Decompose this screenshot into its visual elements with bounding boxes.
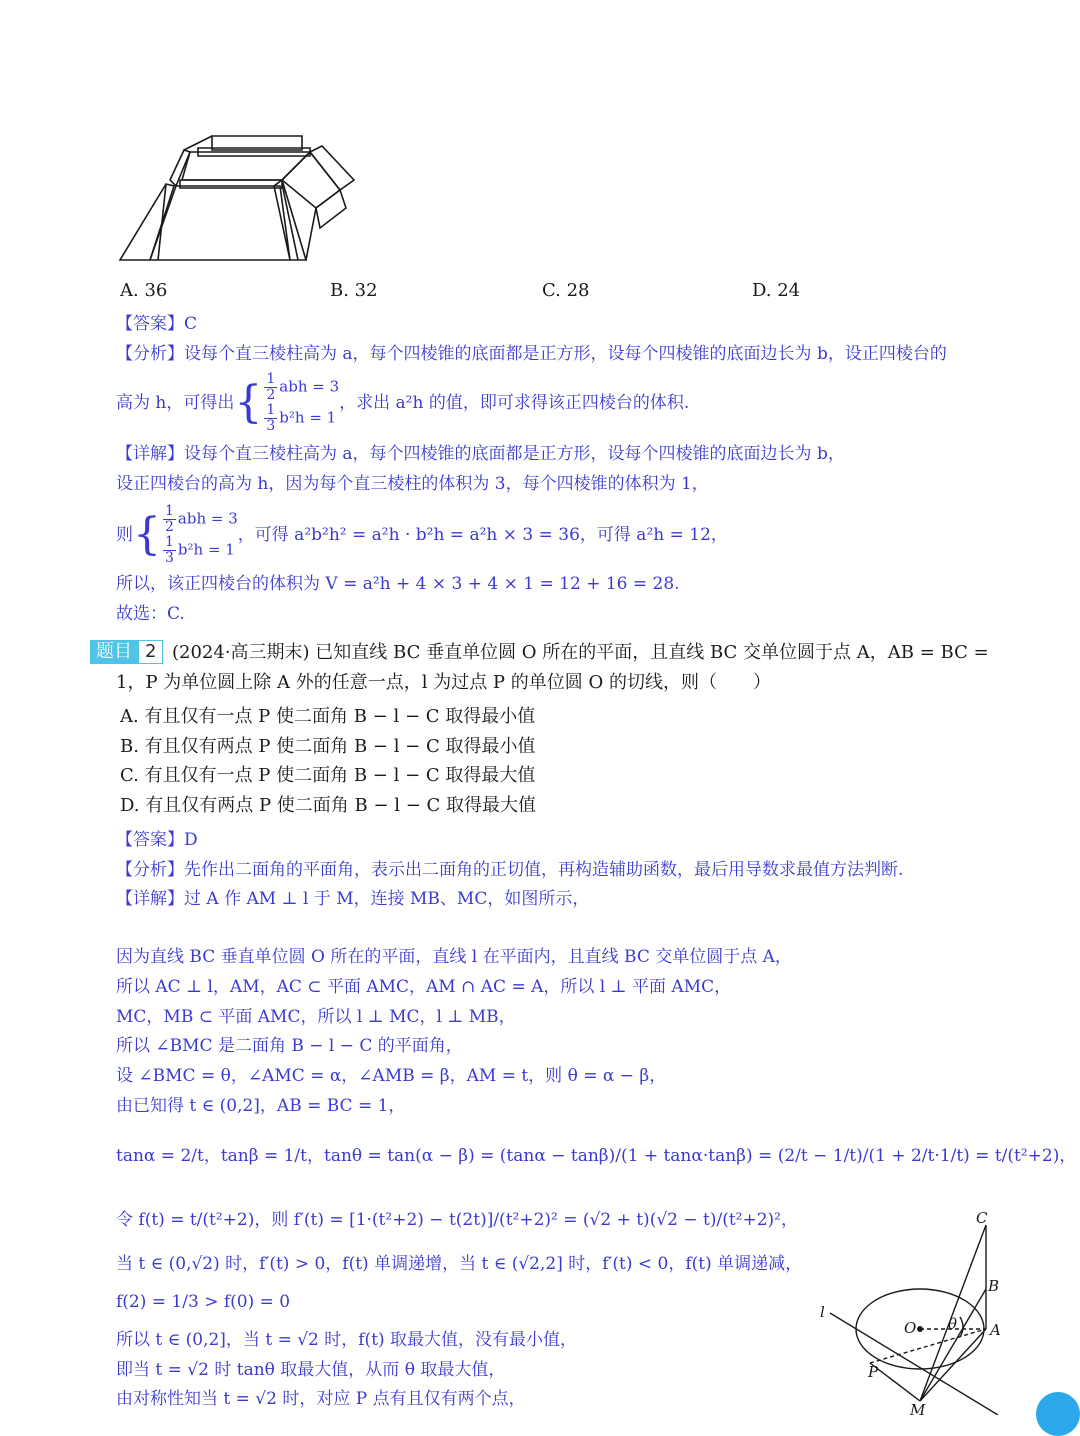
q2-detail-line2: 因为直线 BC 垂直单位圆 O 所在的平面，直线 l 在平面内，且直线 BC 交单位圆于点 A， bbox=[116, 947, 792, 967]
q1-analysis-line1: 【分析】设每个直三棱柱高为 a，每个四棱锥的底面都是正方形，设每个四棱锥的底面边长为 b，设正四棱台的 bbox=[116, 344, 947, 364]
label-theta: θ bbox=[948, 1315, 958, 1333]
q1-answer: 【答案】C bbox=[116, 314, 198, 334]
q2-f2-line: f(2) = 1/3 > f(0) = 0 bbox=[116, 1292, 291, 1312]
q1-analysis-line2 bbox=[116, 372, 689, 434]
q2-end-line2: 即当 t = √2 时 tanθ 取最大值，从而 θ 取最大值， bbox=[116, 1360, 506, 1380]
label-c: C bbox=[976, 1209, 988, 1227]
label-m: M bbox=[910, 1401, 926, 1415]
q2-stem-line2: 1，P 为单位圆上除 A 外的任意一点，l 为过点 P 的单位圆 O 的切线，则（ ） bbox=[116, 672, 771, 693]
q2-analysis: 【分析】先作出二面角的平面角，表示出二面角的正切值，再构造辅助函数，最后用导数求最值方法判断. bbox=[116, 860, 904, 880]
circle-geometry-figure bbox=[810, 1205, 1010, 1415]
label-o: O bbox=[904, 1319, 917, 1337]
q2-detail-line4: MC，MB ⊂ 平面 AMC，所以 l ⊥ MC，l ⊥ MB， bbox=[116, 1007, 516, 1027]
q2-option-d: D. 有且仅有两点 P 使二面角 B − l − C 取得最大值 bbox=[120, 795, 537, 816]
q1-detail-line4: 所以，该正四棱台的体积为 V = a²h + 4 × 3 + 4 × 1 = 12 + 16 = 28. bbox=[116, 574, 680, 594]
q2-end-line1: 所以 t ∈ (0,2]，当 t = √2 时，f(t) 取最大值，没有最小值， bbox=[116, 1330, 578, 1350]
left-brace-icon: { bbox=[234, 377, 263, 428]
option-a: A. 36 bbox=[120, 280, 168, 301]
option-c: C. 28 bbox=[542, 280, 590, 301]
q2-monotonic-line: 当 t ∈ (0,√2) 时，f′(t) > 0，f(t) 单调递增，当 t ∈ (√2,2] 时，f′(t) < 0，f(t) 单调递减， bbox=[116, 1254, 803, 1274]
equation-system: $\frac{1}{2}$ abh = 3 $\frac{1}{3}$ b²h = 1 bbox=[165, 503, 238, 566]
equation-system: $\frac{1}{2}$ abh = 3 $\frac{1}{3}$ b²h = 1 bbox=[266, 371, 340, 434]
q1-detail-line3 bbox=[116, 504, 728, 566]
option-b: B. 32 bbox=[330, 280, 378, 301]
prism-figure bbox=[110, 128, 370, 268]
q1-detail-line1: 【详解】设每个直三棱柱高为 a，每个四棱锥的底面都是正方形，设每个四棱锥的底面边长为 b， bbox=[116, 444, 845, 464]
page-corner-decoration bbox=[1036, 1392, 1080, 1436]
option-d: D. 24 bbox=[752, 280, 801, 301]
q2-tan-formula: tanα = 2/t，tanβ = 1/t，tanθ = tan(α − β) = (tanα − tanβ)/(1 + tanα·tanβ) = (2/t − 1/t)/(1 + 2/t·1/t) = t/(t²+2)， bbox=[116, 1146, 1077, 1166]
label-l: l bbox=[820, 1303, 825, 1321]
q2-detail-line3: 所以 AC ⊥ l，AM，AC ⊂ 平面 AMC，AM ∩ AC = A，所以 l ⊥ 平面 AMC， bbox=[116, 977, 732, 997]
q2-end-line3: 由对称性知当 t = √2 时，对应 P 点有且仅有两个点， bbox=[116, 1389, 526, 1409]
q2-detail-line6: 设 ∠BMC = θ，∠AMC = α，∠AMB = β，AM = t，则 θ = α − β， bbox=[116, 1066, 667, 1086]
q2-option-c: C. 有且仅有一点 P 使二面角 B − l − C 取得最大值 bbox=[120, 765, 536, 786]
q2-stem-line1: (2024·高三期末) 已知直线 BC 垂直单位圆 O 所在的平面，且直线 BC 交单位圆于点 A，AB = BC = bbox=[172, 642, 989, 663]
left-brace-icon: { bbox=[133, 509, 161, 560]
q1-detail-then: 则 bbox=[116, 525, 133, 545]
question-tag-label: 题目 bbox=[90, 640, 138, 664]
q2-option-b: B. 有且仅有两点 P 使二面角 B − l − C 取得最小值 bbox=[120, 736, 536, 757]
q2-detail-line1: 【详解】过 A 作 AM ⊥ l 于 M，连接 MB、MC，如图所示， bbox=[116, 889, 590, 909]
q2-answer: 【答案】D bbox=[116, 830, 198, 850]
label-a: A bbox=[990, 1321, 1001, 1339]
q2-derivative-formula: 令 f(t) = t/(t²+2)，则 f′(t) = [1·(t²+2) − t(2t)]/(t²+2)² = (√2 + t)(√2 − t)/(t²+2)²， bbox=[116, 1210, 799, 1230]
label-b: B bbox=[988, 1277, 1000, 1295]
question-tag-number: 2 bbox=[138, 640, 163, 664]
q2-detail-line5: 所以 ∠BMC 是二面角 B − l − C 的平面角， bbox=[116, 1036, 463, 1056]
question-tag bbox=[90, 640, 163, 664]
q1-analysis-prefix: 高为 h，可得出 bbox=[116, 393, 235, 413]
q2-option-a: A. 有且仅有一点 P 使二面角 B − l − C 取得最小值 bbox=[120, 706, 536, 727]
q1-analysis-suffix: ，求出 a²h 的值，即可求得该正四棱台的体积. bbox=[339, 393, 690, 413]
q1-detail-result: ，可得 a²b²h² = a²h · b²h = a²h × 3 = 36，可得 a²h = 12， bbox=[237, 525, 728, 545]
q2-detail-line7: 由已知得 t ∈ (0,2]，AB = BC = 1， bbox=[116, 1096, 406, 1116]
label-p: P bbox=[868, 1363, 879, 1381]
q1-detail-line5: 故选：C. bbox=[116, 604, 185, 624]
q1-detail-line2: 设正四棱台的高为 h，因为每个直三棱柱的体积为 3，每个四棱锥的体积为 1， bbox=[116, 474, 709, 494]
